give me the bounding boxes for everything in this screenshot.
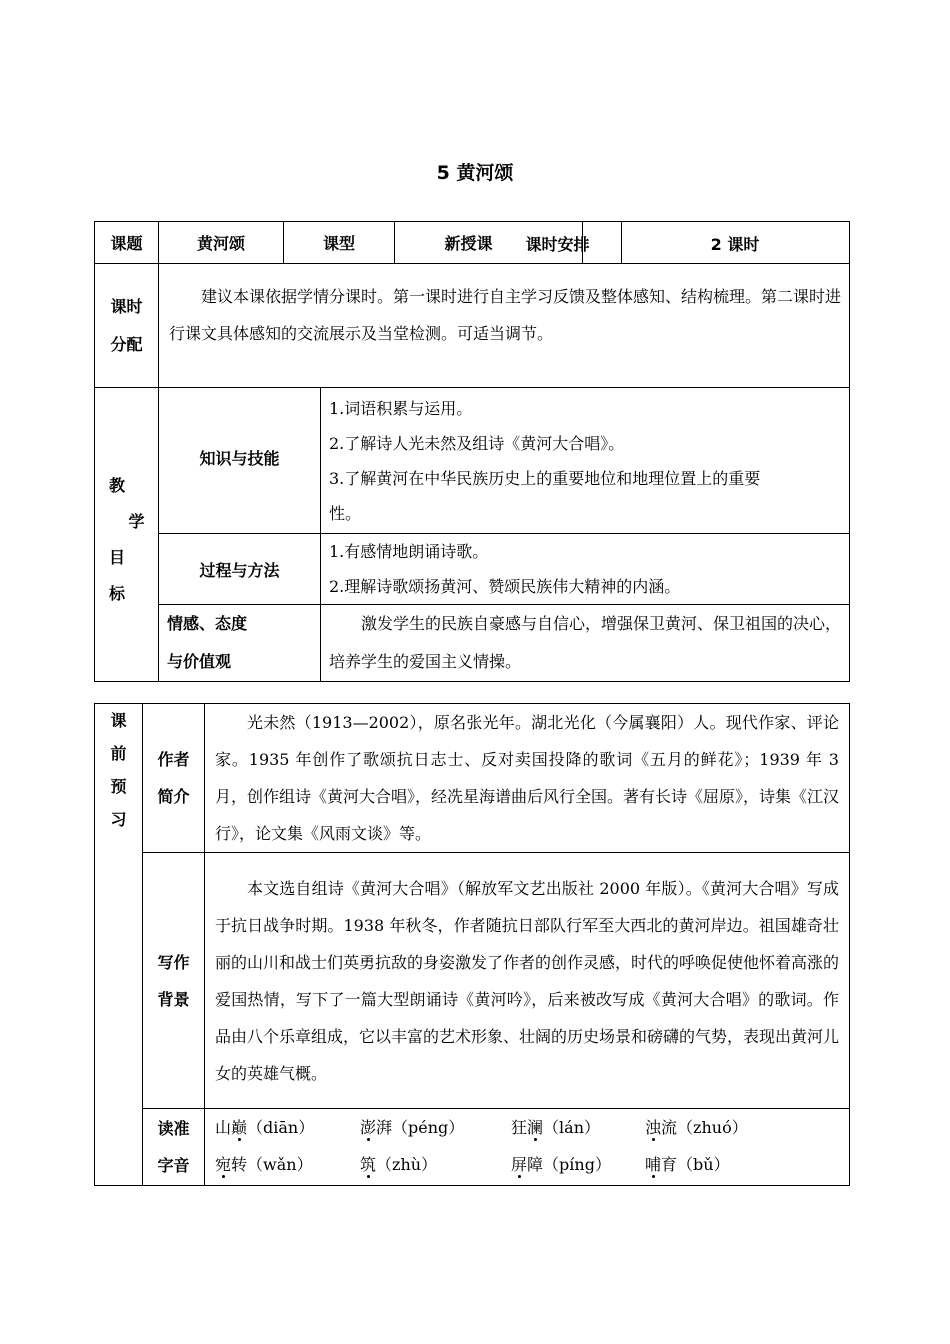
pron-item-4: 浊流（zhuó）: [645, 1118, 748, 1137]
section-label-2: 前: [110, 744, 127, 763]
qinggan-cell: [321, 605, 850, 682]
guocheng-label: 过程与方法: [159, 534, 321, 605]
zhishi-item-1: 1.词语积累与运用。: [329, 398, 473, 418]
ke-ti-value: 黄河颂: [159, 222, 284, 264]
pron-label: [143, 1109, 205, 1186]
zhishi-label: 知识与技能: [159, 388, 321, 534]
bg-label: [143, 853, 205, 1109]
pron-label-1: 读准: [157, 1119, 190, 1138]
ke-shi-label: 课时安排: [525, 234, 590, 254]
ke-shi-value: 2 课时: [710, 234, 760, 254]
lesson-info-table: [94, 221, 850, 682]
goal-label-3: 目: [109, 547, 126, 567]
pron-item-1: 山巅（diān）: [215, 1118, 315, 1137]
bg-cell: [205, 853, 850, 1109]
qinggan-text: 激发学生的民族自豪感与自信心，增强保卫黄河、保卫祖国的决心，培养学生的爱国主义情操。: [329, 614, 842, 671]
pron-item-3: 狂澜（lán）: [511, 1118, 600, 1137]
pron-label-2: 字音: [157, 1156, 190, 1175]
goal-label-1: 教: [109, 475, 126, 495]
author-label-1: 作者: [157, 750, 190, 769]
bg-text: 本文选自组诗《黄河大合唱》（解放军文艺出版社 2000 年版）。《黄河大合唱》写成于抗日战争时期。1938 年秋冬，作者随抗日部队行军至大西北的黄河岸边。祖国雄奇壮丽的山川和战士们英勇抗敌的身姿激发了作者的创作灵感，时代的呼唤促使他怀着高涨的爱国热情，写下了一篇大型朗诵诗《黄河吟》，后来被改写成《黄河大合唱》的歌词。作品由八个乐章组成，它以丰富的艺术形象、壮阔的历史场景和磅礴的气势，表现出黄河儿女的英雄气概。: [215, 878, 840, 1083]
section-label-1: 课: [110, 711, 127, 730]
ke-shi-header: [508, 222, 849, 264]
guocheng-item-1: 1.有感情地朗诵诗歌。: [329, 542, 489, 561]
author-text: 光未然（1913—2002），原名张光年。湖北光化（今属襄阳）人。现代作家、评论家。1935 年创作了歌颂抗日志士、反对卖国投降的歌词《五月的鲜花》；1939 年 3 月，创作组诗《黄河大合唱》，经冼星海谱曲后风行全国。著有长诗《屈原》，诗集《江汉行》，论文集《风雨文谈》等。: [215, 713, 840, 843]
fen-pei-label: [95, 264, 159, 388]
pron-cell: [205, 1109, 850, 1186]
fen-pei-label-2: 分配: [110, 334, 143, 354]
preview-table: [94, 703, 850, 1186]
page-title: 5 黄河颂: [436, 162, 514, 184]
pron-item-8: 哺育（bǔ）: [645, 1155, 730, 1174]
zhishi-cell: [321, 388, 850, 534]
guocheng-item-2: 2.理解诗歌颂扬黄河、赞颂民族伟大精神的内涵。: [329, 577, 681, 596]
bg-label-1: 写作: [157, 952, 190, 972]
guocheng-cell: [321, 534, 850, 605]
section-label-4: 习: [110, 810, 127, 829]
goal-label-2: 学: [128, 511, 145, 531]
author-label: [143, 704, 205, 853]
qinggan-label: [159, 605, 321, 682]
goal-label: [95, 388, 159, 682]
fen-pei-text: 建议本课依据学情分课时。第一课时进行自主学习反馈及整体感知、结构梳理。第二课时进行课文具体感知的交流展示及当堂检测。可适当调节。: [169, 286, 842, 343]
zhishi-item-3: 3.了解黄河在中华民族历史上的重要地位和地理位置上的重要: [329, 468, 761, 488]
pron-row-2: [215, 1146, 849, 1183]
author-cell: [205, 704, 850, 853]
section-label: [95, 704, 143, 1186]
pron-item-6: 筑（zhù）: [360, 1155, 438, 1174]
pron-item-7: 屏障（píng）: [511, 1155, 611, 1174]
pron-list: [215, 1109, 849, 1183]
ke-xing-value: 新授课: [395, 222, 583, 264]
pron-item-2: 澎湃（péng）: [360, 1118, 465, 1137]
pron-row-1: [215, 1109, 849, 1146]
fen-pei-label-1: 课时: [110, 296, 143, 316]
qinggan-label-2: 与价值观: [167, 652, 232, 671]
ke-xing-label: 课型: [284, 222, 395, 264]
zhishi-item-4: 性。: [329, 503, 362, 523]
section-label-3: 预: [110, 777, 127, 796]
pron-item-5: 宛转（wǎn）: [215, 1155, 313, 1174]
ke-ti-label: 课题: [95, 222, 159, 264]
bg-label-2: 背景: [157, 989, 190, 1009]
fen-pei-text-cell: [159, 264, 850, 388]
author-label-2: 简介: [157, 787, 190, 806]
goal-label-4: 标: [109, 583, 126, 603]
qinggan-label-1: 情感、态度: [167, 614, 248, 633]
zhishi-item-2: 2.了解诗人光未然及组诗《黄河大合唱》。: [329, 433, 625, 453]
